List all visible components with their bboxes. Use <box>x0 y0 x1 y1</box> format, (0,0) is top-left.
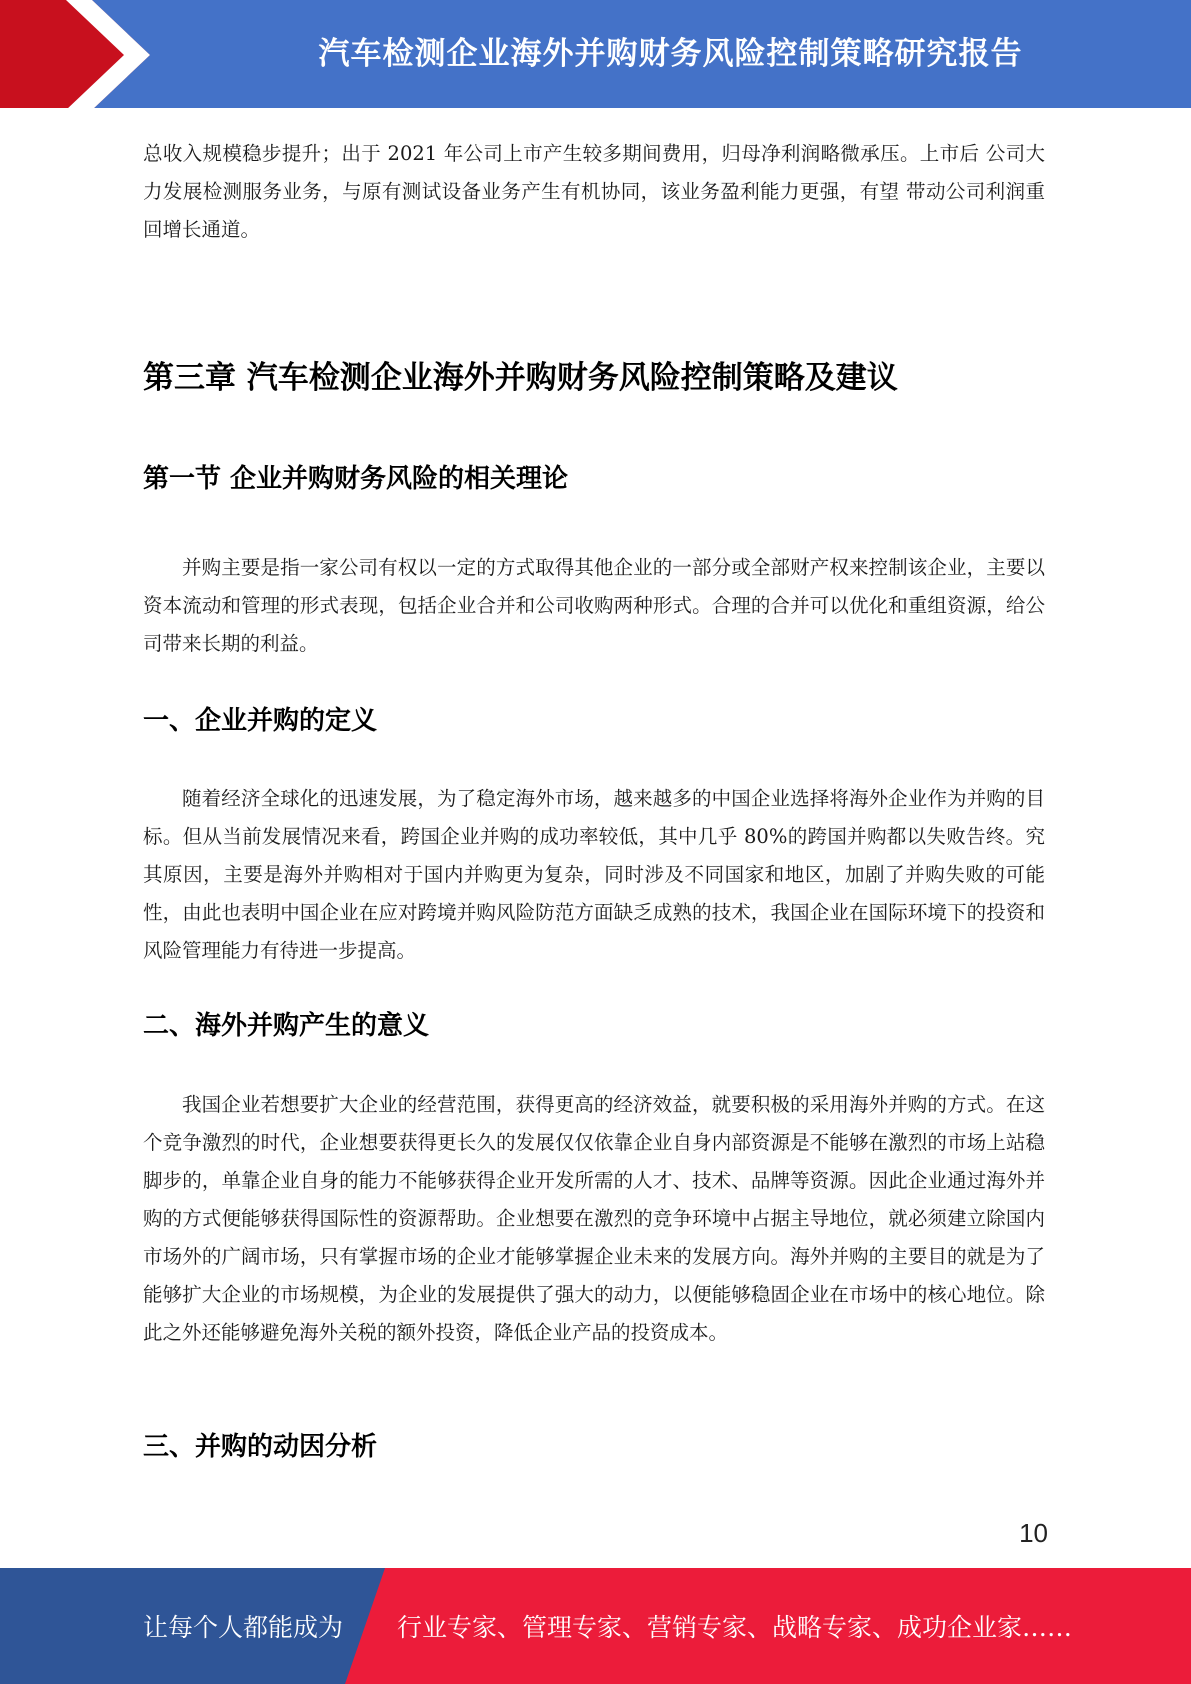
chapter-heading: 第三章 汽车检测企业海外并购财务风险控制策略及建议 <box>143 360 898 396</box>
significance-paragraph-block <box>143 1086 1045 1352</box>
definition-paragraph-block <box>143 780 1045 970</box>
section-paragraph-block <box>143 549 1045 663</box>
footer-slogan-left: 让每个人都能成为 <box>143 1613 344 1642</box>
intro-paragraph: 总收入规模稳步提升；出于 2021 年公司上市产生较多期间费用，归母净利润略微承压。上市后 公司大力发展检测服务业务，与原有测试设备业务产生有机协同，该业务盈利能力更强，有望 带动公司利润重回增长通道。 <box>143 142 1045 241</box>
significance-paragraph: 我国企业若想要扩大企业的经营范围，获得更高的经济效益，就要积极的采用海外并购的方式。在这个竞争激烈的时代，企业想要获得更长久的发展仅仅依靠企业自身内部资源是不能够在激烈的市场上站稳脚步的，单靠企业自身的能力不能够获得企业开发所需的人才、技术、品牌等资源。因此企业通过海外并购的方式便能够获得国际性的资源帮助。企业想要在激烈的竞争环境中占据主导地位，就必须建立除国内市场外的广阔市场，只有掌握市场的企业才能够掌握企业未来的发展方向。海外并购的主要目的就是为了能够扩大企业的市场规模，为企业的发展提供了强大的动力，以便能够稳固企业在市场中的核心地位。除此之外还能够避免海外关税的额外投资，降低企业产品的投资成本。 <box>143 1093 1045 1344</box>
subheading-motivation: 三、并购的动因分析 <box>143 1432 378 1462</box>
intro-paragraph-block <box>143 135 1045 249</box>
page-number: 10 <box>1019 1518 1048 1548</box>
page-footer <box>0 1568 1191 1684</box>
subheading-definition: 一、企业并购的定义 <box>143 706 378 736</box>
section-heading: 第一节 企业并购财务风险的相关理论 <box>143 464 569 494</box>
footer-slogan-right: 行业专家、管理专家、营销专家、战略专家、成功企业家…… <box>397 1613 1073 1642</box>
section-paragraph: 并购主要是指一家公司有权以一定的方式取得其他企业的一部分或全部财产权来控制该企业，主要以资本流动和管理的形式表现，包括企业合并和公司收购两种形式。合理的合并可以优化和重组资源，给公司带来长期的利益。 <box>143 556 1045 655</box>
definition-paragraph: 随着经济全球化的迅速发展，为了稳定海外市场，越来越多的中国企业选择将海外企业作为并购的目标。但从当前发展情况来看，跨国企业并购的成功率较低，其中几乎 80%的跨国并购都以失败告终。究其原因，主要是海外并购相对于国内并购更为复杂，同时涉及不同国家和地区，加剧了并购失败的可能性，由此也表明中国企业在应对跨境并购风险防范方面缺乏成熟的技术，我国企业在国际环境下的投资和风险管理能力有待进一步提高。 <box>143 787 1045 962</box>
subheading-significance: 二、海外并购产生的意义 <box>143 1011 430 1041</box>
report-title: 汽车检测企业海外并购财务风险控制策略研究报告 <box>318 35 1023 72</box>
page-header <box>0 0 1191 110</box>
